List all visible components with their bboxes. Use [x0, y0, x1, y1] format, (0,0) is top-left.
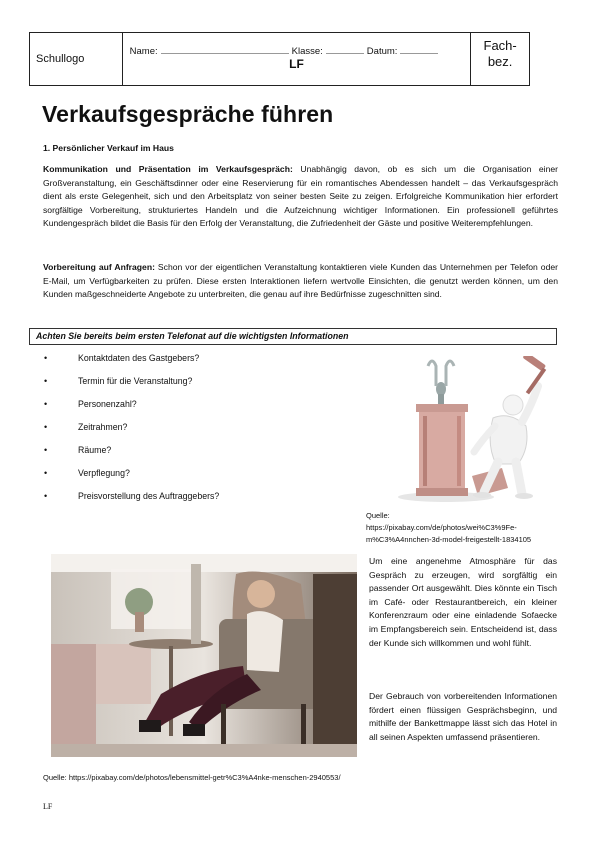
- side-paragraph-preparation: Der Gebrauch von vorbereitenden Informationen fördert einen flüssigen Gesprächsbeginn, und mithilfe der Bankettmappe lässt sich das Hotel in all seinen Aspekten umfassend präsentieren.: [369, 691, 557, 742]
- bullet-icon: •: [44, 445, 48, 455]
- cafe-person-photo: [51, 554, 357, 757]
- footer-label: LF: [43, 802, 53, 811]
- worksheet-header: [29, 32, 530, 86]
- school-logo-label: Schullogo: [36, 53, 85, 65]
- bullet-icon: •: [44, 353, 48, 363]
- list-item-text: Zeitrahmen?: [78, 422, 128, 432]
- side-paragraph-location: Um eine angenehme Atmosphäre für das Gespräch zu erzeugen, wird sorgfältig ein passender Ort ausgewählt. Dies könnte ein Tisch im Café- oder Restaurantbereich, ein kleiner Konferenzraum oder eine einladende Sofaecke im Empfangsbereich sein. Entscheidend ist, dass der Kunde sich willkommen und wohl fühlt.: [369, 556, 557, 648]
- paragraph-body: Unabhängig davon, ob es sich um die Organisation einer Großveranstaltung, ein Geschäftsdinner oder eine Reservierung für ein romantisches Abendessen handelt – das Verkaufsgespräch dient als erste Gelegenheit, sich und den Arbeitsplatz von seiner besten Seite zu zeigen. Erfolgreiche Kommunikation hier erfordert sorgfältige Vorbereitung, strukturiertes Handeln und die Aufzeichnung wichtiger Informationen. Ein professionell geführtes Kundengespräch bildet die Basis für den Erfolg der Veranstaltung, die Zufriedenheit der Gäste und positive Weiterempfehlungen.: [43, 164, 558, 229]
- bullet-icon: •: [44, 376, 48, 386]
- date-field[interactable]: [400, 45, 438, 54]
- paragraph-body: Schon vor der eigentlichen Veranstaltung kontaktieren viele Kunden das Unternehmen per Telefon oder E-Mail, um Verfügbarkeiten zu prüfen. Diese ersten Interaktionen liefern wertvolle Einsichten, die genutzt werden können, um den Kunden maßgeschneiderte Angebote zu unterbreiten, die genau auf ihre Bedürfnisse zugeschnitten sind.: [43, 262, 559, 300]
- bullet-icon: •: [44, 422, 48, 432]
- 3d-figure-bell-image: [398, 356, 548, 504]
- paragraph-lead: Vorbereitung auf Anfragen:: [43, 262, 155, 272]
- source-url: https://pixabay.com/de/photos/wei%C3%9Fe-m%C3%A4nnchen-3d-model-freigestellt-1834105: [366, 523, 532, 544]
- bullet-icon: •: [44, 491, 48, 501]
- list-item-text: Kontaktdaten des Gastgebers?: [78, 353, 200, 363]
- paragraph-preparation: [43, 261, 558, 302]
- paragraph-lead: Kommunikation und Präsentation im Verkaufsgespräch:: [43, 164, 293, 174]
- subject-label-line1: Fach-: [483, 38, 517, 53]
- name-field[interactable]: [161, 45, 289, 54]
- subject-label-line2: bez.: [487, 54, 513, 69]
- callout-box: Achten Sie bereits beim ersten Telefonat auf die wichtigsten Informationen: [29, 328, 557, 345]
- class-field[interactable]: [326, 45, 364, 54]
- name-label: Name:: [129, 46, 158, 57]
- list-item-text: Preisvorstellung des Auftraggebers?: [78, 491, 220, 501]
- student-info-cell: [123, 33, 472, 85]
- bullet-icon: •: [44, 468, 48, 478]
- image-source-1: [366, 510, 566, 546]
- list-item-text: Räume?: [78, 445, 112, 455]
- lf-label: LF: [289, 57, 304, 71]
- list-item-text: Verpflegung?: [78, 468, 130, 478]
- source-label: Quelle:: [366, 511, 390, 520]
- list-item-text: Personenzahl?: [78, 399, 137, 409]
- class-label: Klasse:: [291, 46, 323, 57]
- bullet-icon: •: [44, 399, 48, 409]
- paragraph-communication: [43, 163, 558, 231]
- image-source-2: Quelle: https://pixabay.com/de/photos/lebensmittel-getr%C3%A4nke-menschen-2940553/: [43, 773, 341, 782]
- date-label: Datum:: [366, 46, 398, 57]
- school-logo-cell: [30, 33, 123, 85]
- list-item-text: Termin für die Veranstaltung?: [78, 376, 193, 386]
- page-title: Verkaufsgespräche führen: [42, 101, 334, 127]
- section-heading: 1. Persönlicher Verkauf im Haus: [43, 143, 174, 153]
- subject-cell: [471, 33, 529, 85]
